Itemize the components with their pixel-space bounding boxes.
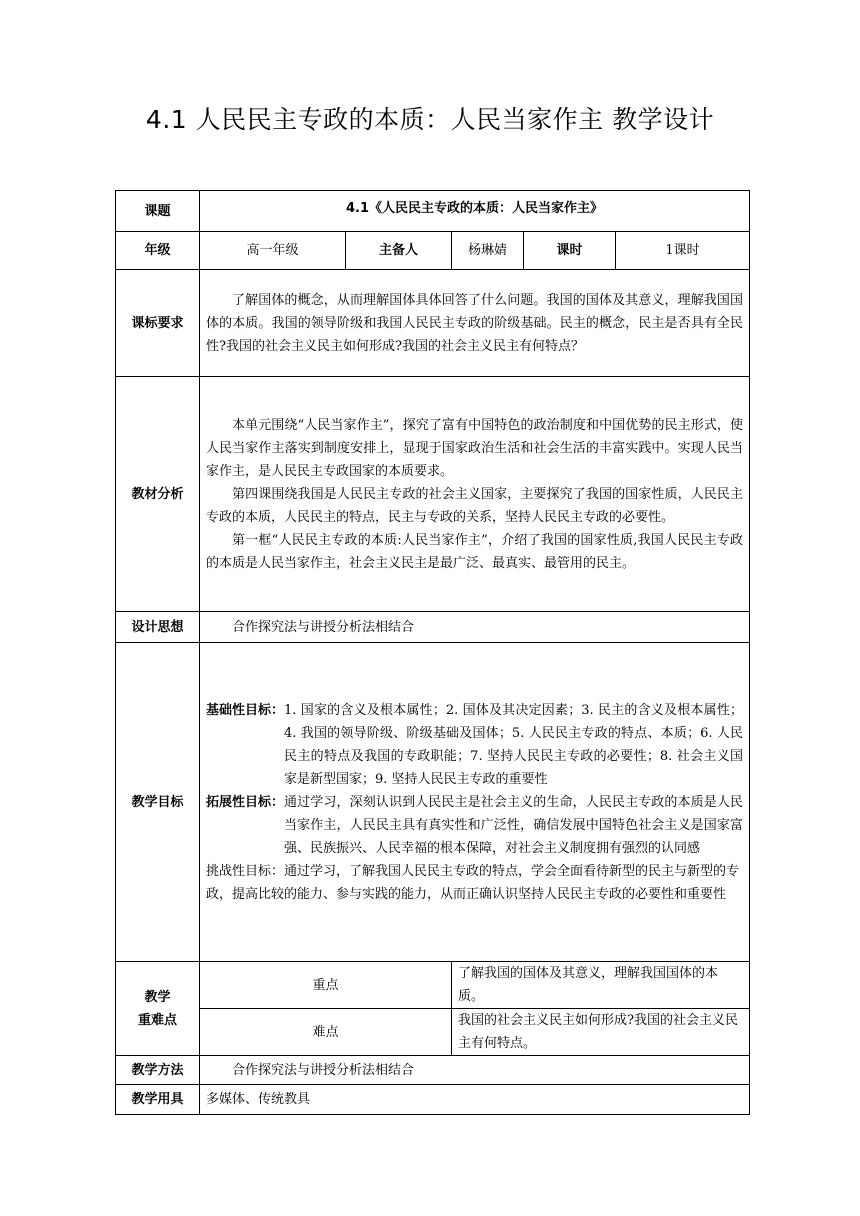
goal-item xyxy=(200,699,749,791)
hours-label: 课时 xyxy=(524,232,616,270)
row-difficult-point xyxy=(116,1009,750,1056)
grade-value: 高一年级 xyxy=(200,232,346,270)
key-point-label: 重点 xyxy=(200,962,452,1009)
document-title: 4.1 人民民主专政的本质：人民当家作主 教学设计 xyxy=(145,105,715,134)
preparer-label: 主备人 xyxy=(346,232,452,270)
curriculum-text: 了解国体的概念，从而理解国体具体回答了什么问题。我国的国体及其意义，理解我国国体的本质。我国的领导阶级和我国人民民主专政的阶级基础。民主的概念，民主是否具有全民性?我国的社会主义民主如何形成?我国的社会主义民主有何特点？ xyxy=(206,292,744,354)
row-tools xyxy=(116,1085,750,1115)
method-cell xyxy=(200,1056,750,1085)
goal-text: 通过学习，了解我国人民民主专政的特点，学会全面看待新型的民主与新型的专政，提高比较的能力、参与实践的能力，从而正确认识坚持人民民主专政的必要性和重要性 xyxy=(206,863,740,902)
design-label: 设计思想 xyxy=(116,612,200,643)
row-method xyxy=(116,1056,750,1085)
goal-text: 通过学习，深刻认识到人民民主是社会主义的生命，人民民主专政的本质是人民当家作主，人民民主具有真实性和广泛性，确信发展中国特色社会主义是国家富强、民族振兴、人民幸福的根本保障，对社会主义制度拥有强烈的认同感 xyxy=(284,794,744,856)
design-text: 合作探究法与讲授分析法相结合 xyxy=(232,619,415,635)
curriculum-cell xyxy=(200,270,750,377)
keypoints-label xyxy=(116,962,200,1056)
goals-label: 教学目标 xyxy=(116,643,200,962)
keypoints-label-line: 教学 xyxy=(144,989,171,1005)
analysis-paragraph: 本单元围绕“人民当家作主”，探究了富有中国特色的政治制度和中国优势的民主形式，使人民当家作主落实到制度安排上，显现于国家政治生活和社会生活的丰富实践中。实现人民当家作主，是人民民主专政国家的本质要求。 xyxy=(206,417,744,479)
row-grade xyxy=(116,232,750,270)
analysis-paragraph: 第一框“人民民主专政的本质:人民当家作主”，介绍了我国的国家性质,我国人民民主专政的本质是人民当家作主，社会主义民主是最广泛、最真实、最管用的民主。 xyxy=(206,532,744,571)
topic-value: 4.1《人民民主专政的本质：人民当家作主》 xyxy=(200,191,750,232)
curriculum-label: 课标要求 xyxy=(116,270,200,377)
tools-label: 教学用具 xyxy=(116,1085,200,1115)
preparer-value: 杨琳婧 xyxy=(452,232,524,270)
method-label: 教学方法 xyxy=(116,1056,200,1085)
topic-label: 课题 xyxy=(116,191,200,232)
goal-name: 挑战性目标： xyxy=(206,863,285,879)
difficult-point-label: 难点 xyxy=(200,1009,452,1056)
analysis-label: 教材分析 xyxy=(116,377,200,612)
lesson-plan-table xyxy=(115,190,750,1115)
row-key-point xyxy=(116,962,750,1009)
goal-text: 1. 国家的含义及根本属性；2. 国体及其决定因素；3. 民主的含义及根本属性；4. 我国的领导阶级、阶级基础及国体；5. 人民民主专政的特点、本质；6. 人民民主的特点及我国的专政职能；7. 坚持人民民主专政的必要性；8. 社会主义国家是新型国家；9. 坚持人民民主专政的重要性 xyxy=(284,702,744,787)
design-cell xyxy=(200,612,750,643)
key-point-text: 了解我国的国体及其意义，理解我国国体的本质。 xyxy=(452,962,750,1009)
keypoints-label-line: 重难点 xyxy=(137,1012,177,1028)
hours-value: 1课时 xyxy=(616,232,750,270)
difficult-point-text: 我国的社会主义民主如何形成?我国的社会主义民主有何特点。 xyxy=(452,1009,750,1056)
row-goals xyxy=(116,643,750,962)
goal-item xyxy=(200,860,749,906)
goal-name: 基础性目标： xyxy=(206,702,285,718)
row-design xyxy=(116,612,750,643)
analysis-cell xyxy=(200,377,750,612)
goal-item xyxy=(200,791,749,860)
goals-cell xyxy=(200,643,750,962)
goal-name: 拓展性目标： xyxy=(206,794,285,810)
row-curriculum xyxy=(116,270,750,377)
grade-label: 年级 xyxy=(116,232,200,270)
analysis-paragraph: 第四课围绕我国是人民民主专政的社会主义国家，主要探究了我国的国家性质，人民民主专政的本质，人民民主的特点，民主与专政的关系，坚持人民民主专政的必要性。 xyxy=(206,486,744,525)
tools-text: 多媒体、传统教具 xyxy=(200,1085,750,1115)
row-analysis xyxy=(116,377,750,612)
method-text: 合作探究法与讲授分析法相结合 xyxy=(232,1062,415,1078)
row-topic xyxy=(116,191,750,232)
